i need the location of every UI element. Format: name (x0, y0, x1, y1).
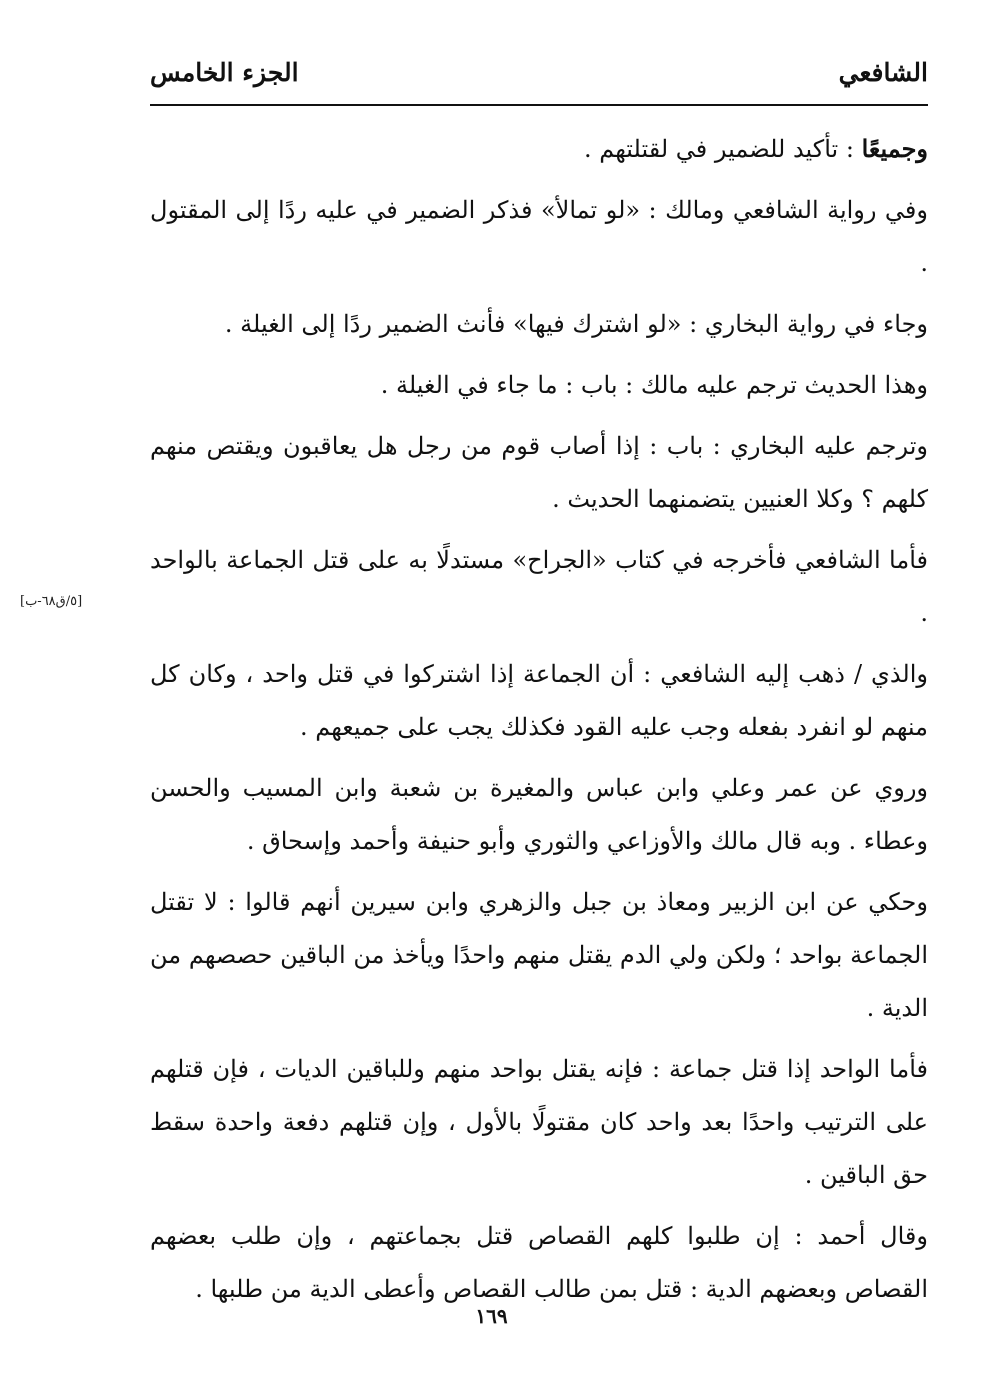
page-number: ١٦٩ (475, 1304, 508, 1328)
paragraph-8 (150, 762, 928, 868)
paragraph-2 (150, 184, 928, 290)
paragraph-text: وروي عن عمر وعلي وابن عباس والمغيرة بن شعبة وابن المسيب والحسن وعطاء . وبه قال مالك والأوزاعي والثوري وأبو حنيفة وأحمد وإسحاق . (150, 774, 928, 855)
paragraph-10 (150, 1043, 928, 1202)
paragraph-text: وحكي عن ابن الزبير ومعاذ بن جبل والزهري وابن سيرين أنهم قالوا : لا تقتل الجماعة بواحد ؛ ولكن ولي الدم يقتل منهم واحدًا ويأخذ من الباقين حصصهم من الدية . (150, 888, 928, 1022)
header-volume-title: الجزء الخامس (150, 58, 299, 87)
body-text (150, 122, 928, 1324)
header-book-title: الشافعي (838, 58, 928, 87)
paragraph-11 (150, 1210, 928, 1316)
paragraph-text: فأما الشافعي فأخرجه في كتاب «الجراح» مستدلًا به على قتل الجماعة بالواحد . (150, 546, 929, 627)
paragraph-text: والذي / ذهب إليه الشافعي : أن الجماعة إذا اشتركوا في قتل واحد ، وكان كل منهم لو انفرد بفعله وجب عليه القود فكذلك يجب على جميعهم . (150, 660, 928, 741)
paragraph-text: وترجم عليه البخاري : باب : إذا أصاب قوم من رجل هل يعاقبون ويقتص منهم كلهم ؟ وكلا العنيين يتضمنهما الحديث . (150, 432, 928, 513)
manuscript-folio-note: [٥/ق٦٨-ب] (20, 594, 83, 609)
page-header (150, 58, 928, 100)
paragraph-1 (150, 122, 928, 176)
paragraph-text: وهذا الحديث ترجم عليه مالك : باب : ما جاء في الغيلة . (380, 371, 928, 399)
header-divider (150, 104, 928, 106)
paragraph-7 (150, 648, 928, 754)
paragraph-text: وفي رواية الشافعي ومالك : «لو تمالأ» فذكر الضمير في عليه ردًا إلى المقتول . (150, 196, 928, 277)
paragraph-9 (150, 876, 928, 1035)
paragraph-4 (150, 359, 928, 412)
paragraph-text: فأما الواحد إذا قتل جماعة : فإنه يقتل بواحد منهم وللباقين الديات ، فإن قتلهم على الترتيب واحدًا بعد واحد كان مقتولًا بالأول ، وإن قتلهم دفعة واحدة سقط حق الباقين . (150, 1055, 928, 1189)
paragraph-lead-word: وجميعًا (861, 134, 928, 163)
paragraph-6 (150, 534, 928, 640)
paragraph-3 (150, 298, 928, 351)
paragraph-5 (150, 420, 928, 526)
paragraph-text: وجاء في رواية البخاري : «لو اشترك فيها» فأنث الضمير ردًا إلى الغيلة . (224, 310, 928, 338)
paragraph-text: وقال أحمد : إن طلبوا كلهم القصاص قتل بجماعتهم ، وإن طلب بعضهم القصاص وبعضهم الدية : قتل بمن طالب القصاص وأعطى الدية من طلبها . (150, 1222, 928, 1303)
paragraph-text: : تأكيد للضمير في لقتلتهم . (583, 135, 862, 163)
